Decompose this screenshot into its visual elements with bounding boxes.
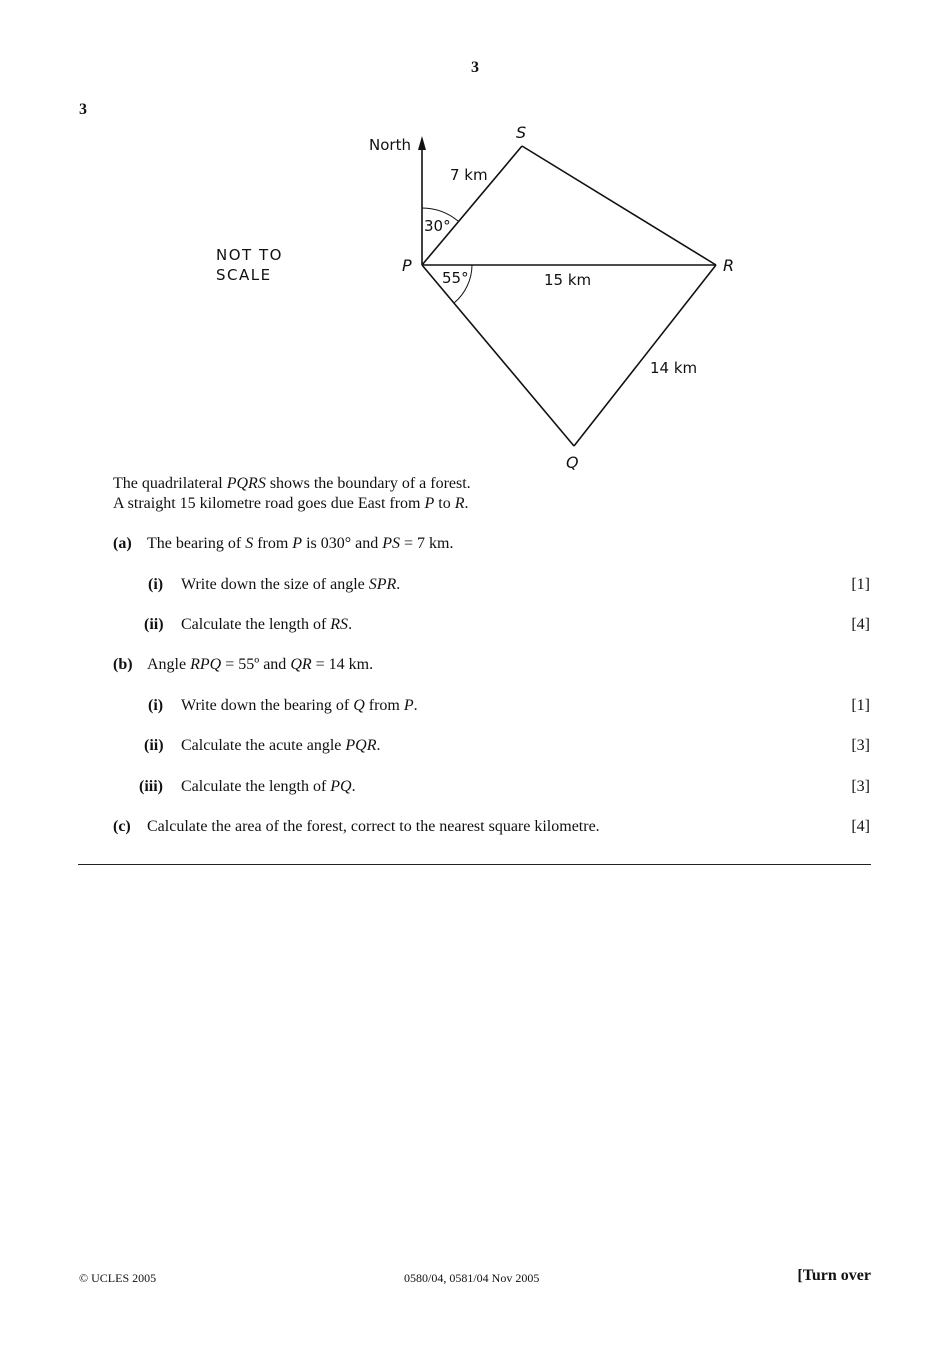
part-a-i-label: (i) bbox=[148, 576, 164, 593]
part-a-i-marks: [1] bbox=[851, 576, 870, 593]
part-a-ii-marks: [4] bbox=[851, 616, 870, 633]
not-to-scale-line1: NOT TO bbox=[216, 246, 283, 264]
side-qr bbox=[574, 265, 716, 446]
intro-text bbox=[113, 474, 471, 514]
ps-length-label: 7 km bbox=[450, 166, 488, 184]
side-sr bbox=[522, 146, 716, 265]
part-b-ii-text: Calculate the acute angle PQR. bbox=[181, 737, 381, 754]
point-s-label: S bbox=[516, 123, 527, 142]
point-p-label: P bbox=[402, 256, 412, 275]
part-a-text: The bearing of S from P is 030° and PS = 7 km. bbox=[147, 535, 454, 552]
part-b-i-label: (i) bbox=[148, 697, 164, 714]
footer-copyright: © UCLES 2005 bbox=[79, 1271, 157, 1285]
point-q-label: Q bbox=[566, 453, 579, 472]
part-a-label: (a) bbox=[113, 535, 132, 552]
part-b-i-text: Write down the bearing of Q from P. bbox=[181, 697, 418, 714]
intro-line-1: The quadrilateral PQRS shows the boundary of a forest. bbox=[113, 475, 471, 492]
pr-length-label: 15 km bbox=[544, 271, 592, 289]
part-b-iii-marks: [3] bbox=[851, 778, 870, 795]
point-r-label: R bbox=[723, 256, 735, 275]
part-b-label: (b) bbox=[113, 656, 133, 673]
part-c-text: Calculate the area of the forest, correct to the nearest square kilometre. bbox=[147, 818, 600, 835]
part-b-iii-text: Calculate the length of PQ. bbox=[181, 778, 356, 795]
part-b-i-marks: [1] bbox=[851, 697, 870, 714]
not-to-scale-line2: SCALE bbox=[216, 266, 272, 284]
side-pq bbox=[422, 265, 574, 446]
quadrilateral-diagram bbox=[0, 0, 950, 480]
part-b-ii-label: (ii) bbox=[144, 737, 164, 754]
side-ps bbox=[422, 146, 522, 265]
turn-over-label: [Turn over bbox=[797, 1267, 871, 1284]
question-number: 3 bbox=[79, 101, 87, 118]
footer-paper-code: 0580/04, 0581/04 Nov 2005 bbox=[404, 1271, 540, 1285]
part-c-label: (c) bbox=[113, 818, 131, 835]
qr-length-label: 14 km bbox=[650, 359, 698, 377]
north-label: North bbox=[369, 136, 411, 154]
part-b-text: Angle RPQ = 55º and QR = 14 km. bbox=[147, 656, 374, 673]
end-of-question-rule bbox=[78, 864, 871, 865]
intro-line-2: A straight 15 kilometre road goes due East from P to R. bbox=[113, 495, 469, 512]
part-a-i-text: Write down the size of angle SPR. bbox=[181, 576, 401, 593]
angle-55-label: 55° bbox=[442, 269, 469, 287]
part-b-iii-label: (iii) bbox=[139, 778, 163, 795]
page-number: 3 bbox=[471, 59, 479, 76]
north-arrow-head bbox=[418, 136, 426, 150]
part-a-ii-text: Calculate the length of RS. bbox=[181, 616, 353, 633]
angle-30-label: 30° bbox=[424, 217, 451, 235]
part-b-ii-marks: [3] bbox=[851, 737, 870, 754]
part-a-ii-label: (ii) bbox=[144, 616, 164, 633]
part-c-marks: [4] bbox=[851, 818, 870, 835]
